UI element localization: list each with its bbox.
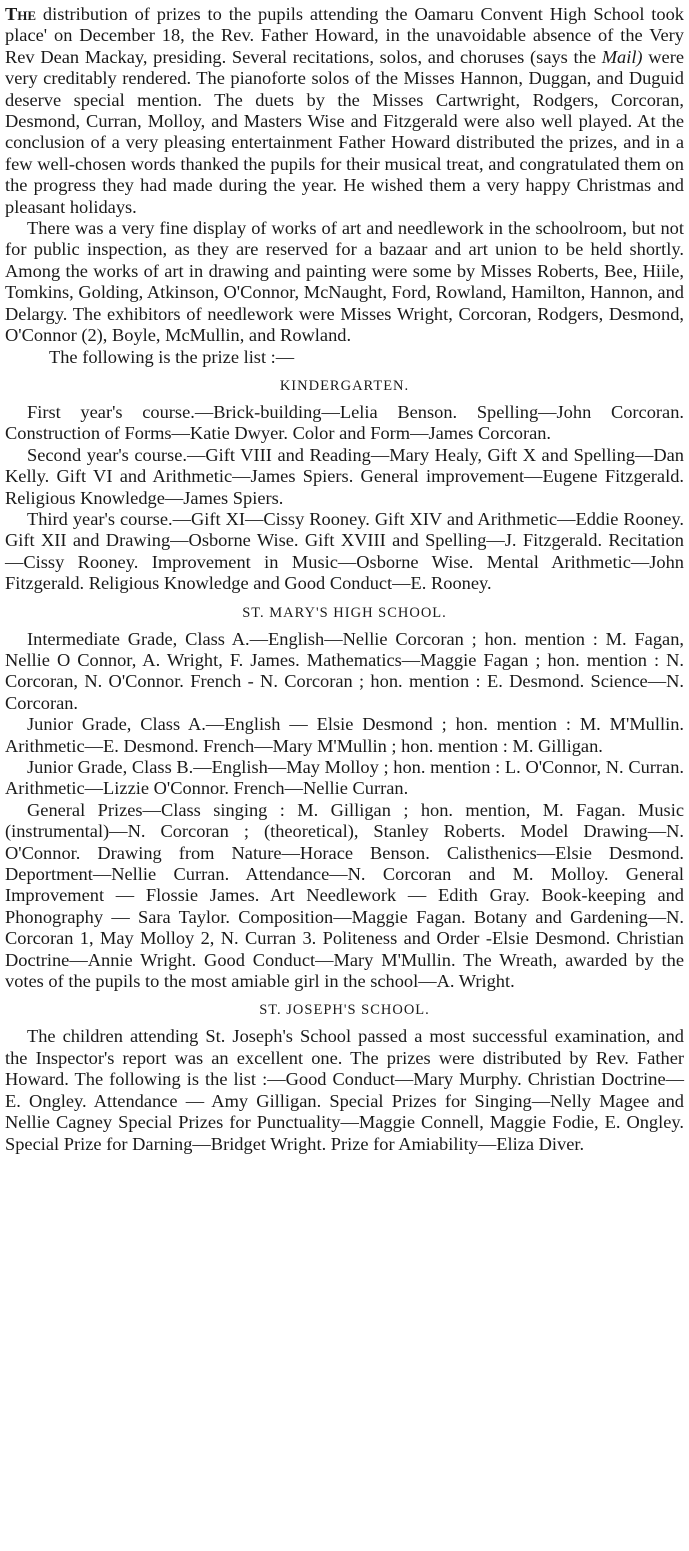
kindergarten-third-year: Third year's course.—Gift XI—Cissy Rooney. Gift XIV and Arithmetic—Eddie Rooney. Gift XII and Drawing—Osborne Wise. Gift XVIII and Spelling—J. Fitzgerald. Recitation—Cissy Rooney. Improvement in Music—Osborne Wise. Mental Arithmetic—John Fitzgerald. Religious Knowledge and Good Conduct—E. Rooney. [5,508,684,594]
kindergarten-second-year: Second year's course.—Gift VIII and Reading—Mary Healy, Gift X and Spelling—Dan Kelly. Gift VI and Arithmetic—James Spiers. General improvement—Eugene Fitzgerald. Religious Knowledge—James Spiers. [5,444,684,508]
mail-newspaper-name: Mail) [601,46,643,67]
opening-text-b: were very creditably rendered. The pianoforte solos of the Misses Hannon, Duggan, and Duguid deserve special mention. The duets by the Misses Cartwright, Rodgers, Corcoran, Desmond, Curran, Molloy, and Masters Wise and Fitzgerald were also well played. At the conclusion of a very pleasing entertainment Father Howard distributed the prizes, and in a few well-chosen words thanked the pupils for their musical treat, and congratulated them on the progress they had made during the year. He wished them a very happy Christmas and pleasant holidays. [5,46,684,217]
general-prizes: General Prizes—Class singing : M. Gilligan ; hon. mention, M. Fagan. Music (instrumental)—N. Corcoran ; (theoretical), Stanley Roberts. Model Drawing—N. O'Connor. Drawing from Nature—Horace Benson. Calisthenics—Elsie Desmond. Deportment—Nellie Curran. Attendance—N. Corcoran and M. Molloy. General Improvement — Flossie James. Art Needlework — Edith Gray. Book-keeping and Phonography — Sara Taylor. Composition—Maggie Fagan. Botany and Gardening—N. Corcoran 1, May Molloy 2, N. Curran 3. Politeness and Order -Elsie Desmond. Christian Doctrine—Annie Wright. Good Conduct—Mary M'Mullin. The Wreath, awarded by the votes of the pupils to the most amiable girl in the school—A. Wright. [5,799,684,992]
st-josephs-heading: ST. JOSEPH'S SCHOOL. [259,1002,430,1019]
st-marys-heading: ST. MARY'S HIGH SCHOOL. [242,604,447,621]
junior-grade-class-b: Junior Grade, Class B.—English—May Molloy ; hon. mention : L. O'Connor, N. Curran. Arithmetic—Lizzie O'Connor. French—Nellie Curran. [5,757,684,799]
lead-word: The [5,4,37,24]
opening-text-a: distribution of prizes to the pupils attending the Oamaru Convent High School took place' on December 18, the Rev. Father Howard, in the unavoidable absence of the Very Rev Dean Mackay, presiding. Several recitations, solos, and choruses (says the [5,4,684,67]
exhibition-paragraph: There was a very fine display of works of art and needlework in the schoolroom, but not for public inspection, as they are reserved for a bazaar and art union to be held shortly. Among the works of art in drawing and painting were some by Misses Roberts, Bee, Hiile, Tomkins, Golding, Atkinson, O'Connor, McNaught, Ford, Rowland, Hamilton, Hannon, and Delargy. The exhibitors of needlework were Misses Wright, Corcoran, Rodgers, Desmond, O'Connor (2), Boyle, McMullin, and Rowland. [5,218,684,346]
st-josephs-body: The children attending St. Joseph's School passed a most successful examination, and the Inspector's report was an excellent one. The prizes were distributed by Rev. Father Howard. The following is the list :—Good Conduct—Mary Murphy. Christian Doctrine—E. Ongley. Attendance — Amy Gilligan. Special Prizes for Singing—Nelly Magee and Nellie Cagney Special Prizes for Punctuality—Maggie Connell, Maggie Fodie, E. Ongley. Special Prize for Darning—Bridget Wright. Prize for Amiability—Eliza Diver. [5,1026,684,1154]
intermediate-grade-class-a: Intermediate Grade, Class A.—English—Nellie Corcoran ; hon. mention : M. Fagan, Nellie O Connor, A. Wright, F. James. Mathematics—Maggie Fagan ; hon. mention : N. Corcoran, N. O'Connor. French - N. Corcoran ; hon. mention : E. Desmond. Science—N. Corcoran. [5,628,684,713]
prize-list-intro: The following is the prize list :— [49,346,295,367]
opening-paragraph [5,4,684,218]
junior-grade-class-a: Junior Grade, Class A.—English — Elsie Desmond ; hon. mention : M. M'Mullin. Arithmetic—E. Desmond. French—Mary M'Mullin ; hon. mention : M. Gilligan. [5,714,684,756]
kindergarten-first-year: First year's course.—Brick-building—Lelia Benson. Spelling—John Corcoran. Construction of Forms—Katie Dwyer. Color and Form—James Corcoran. [5,401,684,444]
kindergarten-heading: KINDERGARTEN. [279,377,410,394]
